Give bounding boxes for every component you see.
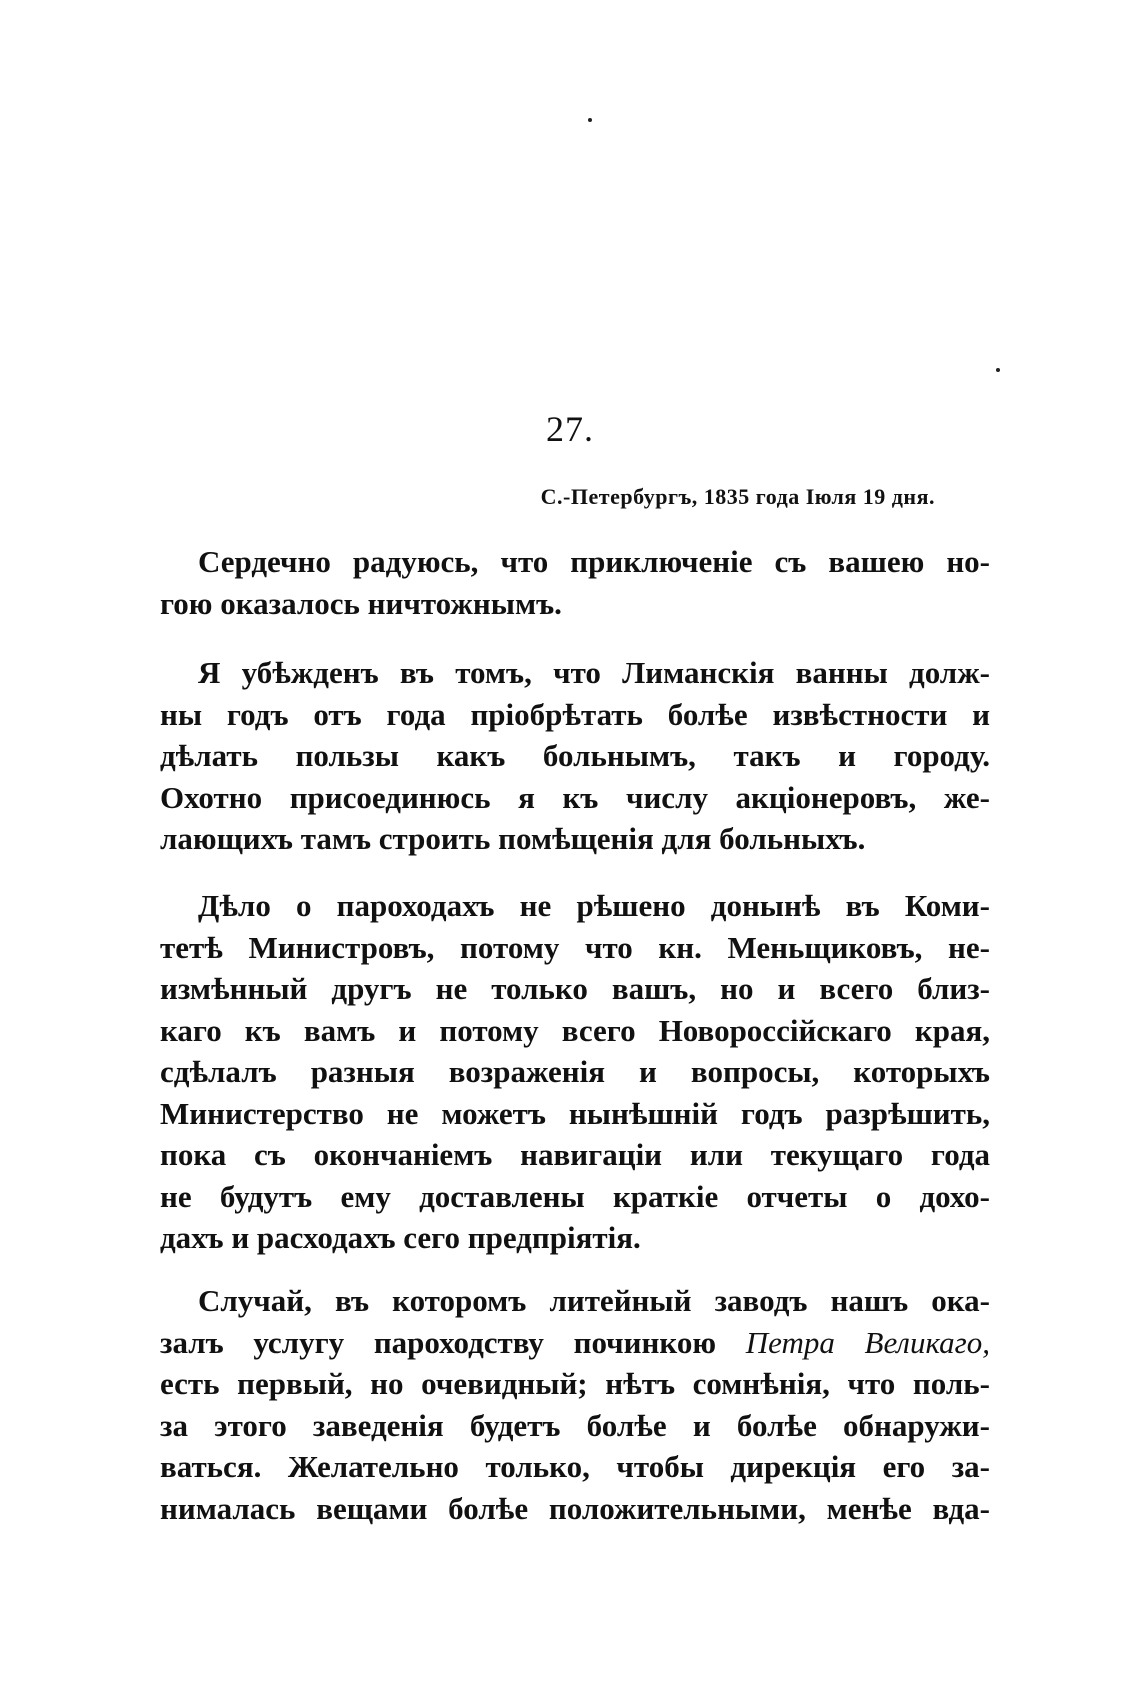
dateline: С.-Петербургъ, 1835 года Іюля 19 дня. (540, 484, 935, 509)
text-line: ваться. Желательно только, чтобы дирекція его за- (160, 1449, 990, 1484)
text-line: ны годъ отъ года пріобрѣтать болѣе извѣстности и (160, 696, 990, 732)
text-line: каго къ вамъ и потому всего Новороссійскаго края, (160, 1012, 990, 1048)
letter-number: 27. (546, 409, 594, 449)
text-line: за этого заведенія будетъ болѣе и болѣе обнаружи- (160, 1407, 990, 1443)
text-line: дахъ и расходахъ сего предпріятія. (160, 1220, 641, 1255)
italic-ship-name: Петра Великаго, (745, 1324, 991, 1360)
text-line: гою оказалось ничтожнымъ. (160, 585, 562, 621)
text-line: тетѣ Министровъ, потому что кн. Меньщиковъ, не- (160, 929, 990, 965)
text-segment: залъ услугу пароходству починкою (160, 1324, 717, 1360)
text-line: есть первый, но очевидный; нѣтъ сомнѣнія, что поль- (160, 1366, 990, 1401)
text-line: пока съ окончаніемъ навигаціи или текущаго года (160, 1137, 990, 1172)
text-line: сдѣлалъ разныя возраженія и вопросы, которыхъ (160, 1054, 990, 1089)
paragraph-2 (160, 652, 990, 860)
text-line: дѣлать пользы какъ больнымъ, такъ и городу. (160, 738, 990, 773)
text-line: Случай, въ которомъ литейный заводъ нашъ ока- (198, 1283, 990, 1318)
scan-speck (588, 118, 592, 122)
paragraph-3 (160, 885, 990, 1259)
text-line: Я убѣжденъ въ томъ, что Лиманскія ванны долж- (198, 655, 990, 690)
text-line-with-italic (160, 1322, 990, 1364)
text-line: Министерство не можетъ нынѣшній годъ разрѣшить, (160, 1095, 990, 1131)
text-line: измѣнный другъ не только вашъ, но и всего близ- (160, 971, 990, 1006)
text-line: не будутъ ему доставлены краткіе отчеты о дохо- (160, 1178, 990, 1214)
paragraph-1 (160, 541, 990, 624)
text-line: нималась вещами болѣе положительными, менѣе вда- (160, 1490, 990, 1526)
paragraph-4 (160, 1280, 990, 1529)
text-line: лающихъ тамъ строить помѣщенія для больныхъ. (160, 821, 866, 856)
scan-speck (996, 368, 1000, 372)
text-line: Сердечно радуюсь, что приключеніе съ вашею но- (198, 544, 990, 579)
text-line: Охотно присоединюсь я къ числу акціонеровъ, же- (160, 779, 990, 815)
text-line: Дѣло о пароходахъ не рѣшено донынѣ въ Коми- (198, 888, 990, 923)
